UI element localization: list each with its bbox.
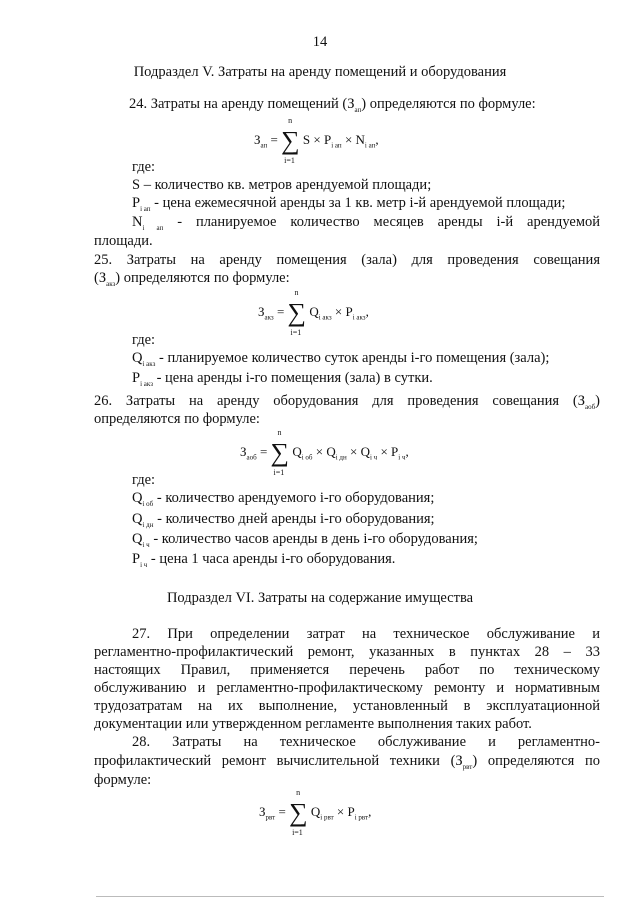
def-q-dn: $Q_{i дн}$ - количество дней аренды i-го оборудования;	[132, 511, 435, 529]
paragraph-27-line-3: настоящих Правил, применяется перечень работ по техническому	[94, 662, 600, 678]
def-s: S – количество кв. метров арендуемой площади;	[132, 177, 432, 193]
paragraph-28-line-2: профилактический ремонт вычислительной техники $(З_{рвт})$ определяются по	[94, 753, 601, 771]
formula-25: $З_{акз}$ = ∑ n i=1 $Q_{i акз} \times P_{i акз}$,	[258, 288, 369, 337]
formula-26: $З_{аоб}$ = ∑ n i=1 $Q_{i об} \times Q_{i дн} \times Q_{i ч} \times P_{i ч}$,	[240, 428, 409, 477]
where-label-2: где:	[132, 332, 156, 348]
def-p-ch: $P_{i ч}$ - цена 1 часа аренды i-го оборудования.	[132, 551, 396, 569]
formula-24: $З_{ап}$ = ∑ n i=1 $S \times P_{i ап} \times N_{i ап}$,	[254, 116, 379, 165]
page-number: 14	[312, 34, 328, 50]
page-bottom-edge	[96, 896, 604, 897]
def-q-ch: $Q_{i ч}$ - количество часов аренды в день i-го оборудования;	[132, 531, 478, 549]
sum-symbol: ∑ n i=1	[281, 116, 300, 165]
sum-symbol: ∑ n i=1	[289, 788, 308, 837]
paragraph-24: 24. Затраты на аренду помещений $(З_{ап})$ определяются по формуле:	[129, 96, 536, 114]
def-q-ob: $Q_{i об}$ - количество арендуемого i-го оборудования;	[132, 490, 435, 508]
formula-28: $З_{рвт}$ = ∑ n i=1 $Q_{i рвт} \times P_{i рвт}$,	[259, 788, 372, 837]
def-p-ap: $P_{i ап}$ - цена ежемесячной аренды за 1 кв. метр i-й арендуемой площади;	[132, 195, 566, 213]
section-5-heading: Подраздел V. Затраты на аренду помещений и оборудования	[133, 64, 507, 80]
paragraph-26-line-1: 26. Затраты на аренду оборудования для проведения совещания $(З_{аоб})$	[94, 393, 600, 411]
paragraph-27-line-5: трудозатратам на их выполнение, установленный в эксплуатационной	[94, 698, 600, 714]
paragraph-27-line-6: документации или утвержденном регламенте выполнения таких работ.	[94, 716, 532, 732]
paragraph-26-line-2: определяются по формуле:	[94, 411, 260, 427]
sum-symbol: ∑ n i=1	[270, 428, 290, 477]
paragraph-28-line-1: 28. Затраты на техническое обслуживание и регламентно-	[132, 734, 600, 750]
paragraph-25-line-1: 25. Затраты на аренду помещения (зала) для проведения совещания	[94, 252, 600, 268]
paragraph-27-line-1: 27. При определении затрат на техническое обслуживание и	[132, 626, 600, 642]
where-label-1: где:	[132, 159, 156, 175]
paragraph-27-line-2: регламентно-профилактический ремонт, указанных в пунктах 28 – 33	[94, 644, 600, 660]
where-label-3: где:	[132, 472, 156, 488]
def-q-akz: $Q_{i акз}$ - планируемое количество суток аренды i-го помещения (зала);	[132, 350, 550, 368]
def-n-ap: $N_{i ап}$ - планируемое количество месяцев аренды i-й арендуемой	[132, 214, 601, 232]
def-p-akz: $P_{i акз}$ - цена аренды i-го помещения (зала) в сутки.	[132, 370, 433, 388]
paragraph-25-line-2: $(З_{акз})$ определяются по формуле:	[94, 270, 290, 288]
paragraph-27-line-4: обслуживанию и регламентно-профилактическому ремонту и нормативным	[94, 680, 600, 696]
sum-symbol: ∑ n i=1	[287, 288, 307, 337]
def-n-ap-cont: площади.	[94, 233, 153, 249]
section-6-heading: Подраздел VI. Затраты на содержание имущества	[166, 590, 474, 606]
paragraph-28-line-3: формуле:	[94, 772, 152, 788]
